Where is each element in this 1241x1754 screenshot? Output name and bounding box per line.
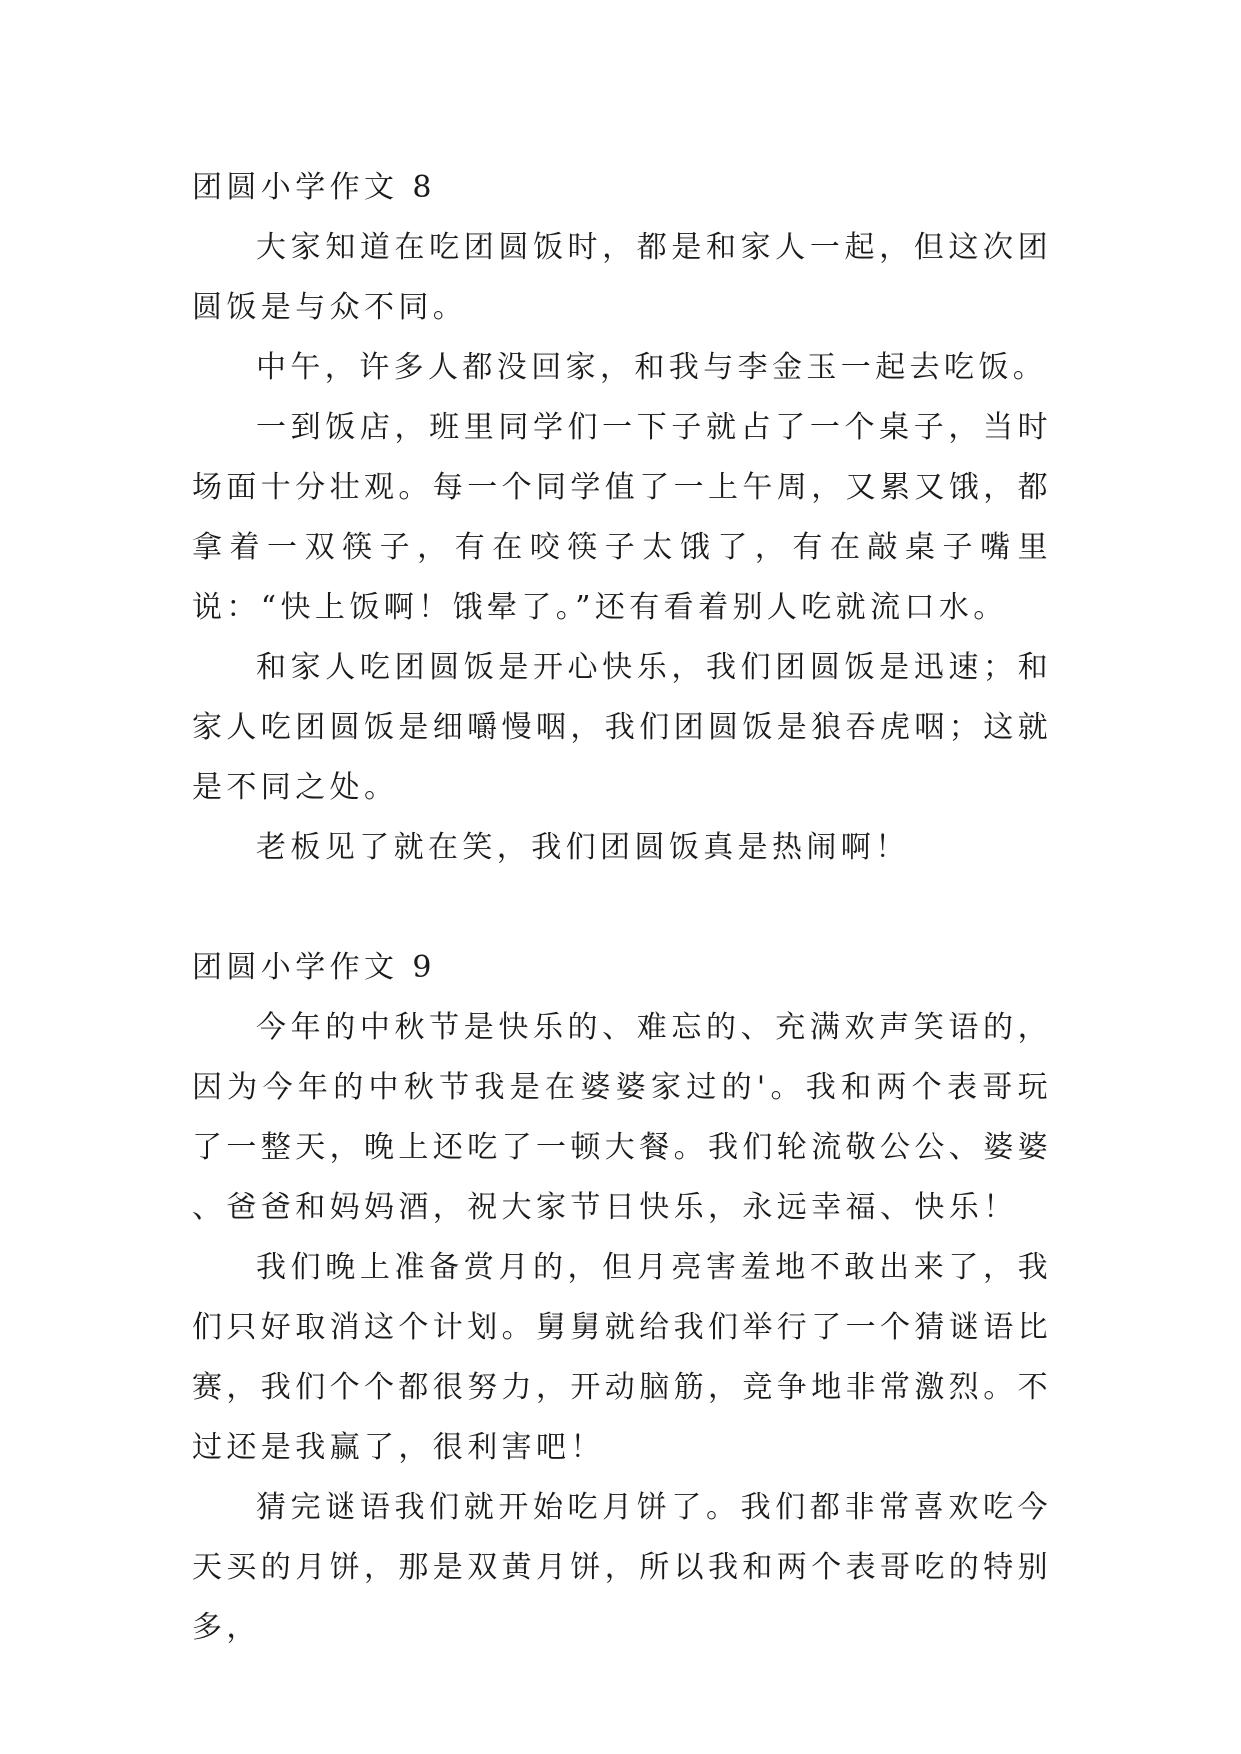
essay-section-9	[192, 938, 1052, 1658]
paragraph: 我们晚上准备赏月的，但月亮害羞地不敢出来了，我们只好取消这个计划。舅舅就给我们举行了一个猜谜语比赛，我们个个都很努力，开动脑筋，竞争地非常激烈。不过还是我赢了，很利害吧！	[192, 1250, 1052, 1465]
section-title: 团圆小学作文 8	[192, 170, 436, 205]
paragraph: 中午，许多人都没回家，和我与李金玉一起去吃饭。	[256, 350, 1048, 385]
section-spacer	[192, 878, 1052, 938]
paragraph: 今年的中秋节是快乐的、难忘的、充满欢声笑语的，因为今年的中秋节我是在婆婆家过的'。我和两个表哥玩了一整天，晚上还吃了一顿大餐。我们轮流敬公公、婆婆 、爸爸和妈妈酒，祝大家节日快乐，永远幸福、快乐！	[192, 1010, 1052, 1225]
paragraph: 老板见了就在笑，我们团圆饭真是热闹啊！	[256, 830, 910, 865]
paragraph: 和家人吃团圆饭是开心快乐，我们团圆饭是迅速；和家人吃团圆饭是细嚼慢咽，我们团圆饭是狼吞虎咽；这就是不同之处。	[192, 650, 1052, 805]
paragraph: 猜完谜语我们就开始吃月饼了。我们都非常喜欢吃今天买的月饼，那是双黄月饼，所以我和两个表哥吃的特别多，	[192, 1490, 1052, 1645]
document-body	[192, 158, 1052, 1658]
section-title: 团圆小学作文 9	[192, 950, 436, 985]
paragraph: 大家知道在吃团圆饭时，都是和家人一起，但这次团圆饭是与众不同。	[192, 230, 1052, 325]
paragraph: 一到饭店，班里同学们一下子就占了一个桌子，当时场面十分壮观。每一个同学值了一上午周，又累又饿，都拿着一双筷子，有在咬筷子太饿了，有在敲桌子嘴里说：“快上饭啊！饿晕了。”还有看着别人吃就流口水。	[192, 410, 1052, 625]
essay-section-8	[192, 158, 1052, 878]
